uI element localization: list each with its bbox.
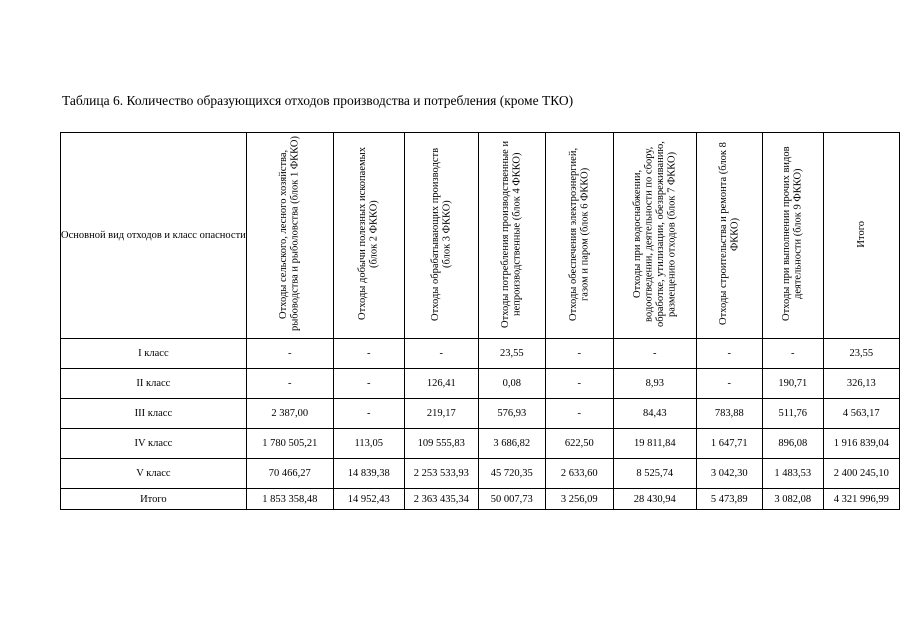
table-cell: 28 430,94 [613,489,696,510]
column-header-label: Отходы при водоснабжении, водоотведении, деятельности по сбору, обработке, утилизации, обезвреживанию, размещению отходов (блок 7 ФККО) [631,141,678,327]
table-cell: 0,08 [478,369,545,399]
row-label: V класс [61,459,247,489]
table-header-row [61,133,900,339]
column-header [333,133,404,339]
table-cell: - [404,339,478,369]
table-row [61,459,900,489]
table-cell: - [333,399,404,429]
column-header [545,133,613,339]
table-cell: 190,71 [762,369,823,399]
column-header-label: Отходы обеспечения электроэнергией, газом и паром (блок 6 ФККО) [567,147,591,321]
table-cell: - [246,369,333,399]
row-label: Итого [61,489,247,510]
table-cell: 1 780 505,21 [246,429,333,459]
table-cell: 8,93 [613,369,696,399]
table-cell: 50 007,73 [478,489,545,510]
column-header [762,133,823,339]
column-header [246,133,333,339]
column-header-label: Отходы строительства и ремонта (блок 8 ФККО) [717,142,741,326]
table-cell: 84,43 [613,399,696,429]
table-cell: 3 082,08 [762,489,823,510]
table-cell: 45 720,35 [478,459,545,489]
column-header [696,133,762,339]
table-row [61,369,900,399]
table-cell: 23,55 [478,339,545,369]
row-label: IV класс [61,429,247,459]
column-header [613,133,696,339]
table-cell: 896,08 [762,429,823,459]
table-cell: - [246,339,333,369]
table-cell: - [545,369,613,399]
table-row [61,339,900,369]
waste-table [60,132,900,510]
table-cell: 70 466,27 [246,459,333,489]
table-cell: 8 525,74 [613,459,696,489]
row-label: II класс [61,369,247,399]
table-cell-total: 23,55 [823,339,899,369]
table-cell: 14 839,38 [333,459,404,489]
table-cell: 1 853 358,48 [246,489,333,510]
table-cell: 3 042,30 [696,459,762,489]
table-cell: 511,76 [762,399,823,429]
column-header-label: Отходы сельского, лесного хозяйства, рыбоводства и рыболовства (блок 1 ФККО) [278,136,301,332]
table-cell: 2 387,00 [246,399,333,429]
table-cell: 1 647,71 [696,429,762,459]
table-row [61,429,900,459]
table-cell: 219,17 [404,399,478,429]
table-cell: 576,93 [478,399,545,429]
table-cell: 14 952,43 [333,489,404,510]
column-header [478,133,545,339]
table-row [61,399,900,429]
table-cell: 5 473,89 [696,489,762,510]
table-cell: 2 253 533,93 [404,459,478,489]
table-cell: 2 363 435,34 [404,489,478,510]
column-header-label: Итого [855,220,867,248]
table-cell: 19 811,84 [613,429,696,459]
table-cell: - [696,369,762,399]
table-cell: 126,41 [404,369,478,399]
corner-header: Основной вид отходов и класс опасности [61,133,247,339]
column-header-label: Отходы обрабатывающих производств (блок 3 ФККО) [429,147,453,321]
table-cell: 109 555,83 [404,429,478,459]
table-caption: Таблица 6. Количество образующихся отходов производства и потребления (кроме ТКО) [62,93,574,108]
row-label: I класс [61,339,247,369]
table-cell: 783,88 [696,399,762,429]
column-header-label: Отходы при выполнении прочих видов деятельности (блок 9 ФККО) [781,146,804,322]
table-cell-total: 326,13 [823,369,899,399]
table-cell-total: 1 916 839,04 [823,429,899,459]
column-header [404,133,478,339]
table-cell: 1 483,53 [762,459,823,489]
table-cell: 3 256,09 [545,489,613,510]
table-cell: - [545,339,613,369]
table-cell: 3 686,82 [478,429,545,459]
table-cell: - [762,339,823,369]
row-label: III класс [61,399,247,429]
table-cell: 113,05 [333,429,404,459]
column-header-total [823,133,899,339]
table-cell-total: 4 563,17 [823,399,899,429]
column-header-label: Отходы потребления производственные и непроизводственные (блок 4 ФККО) [500,140,523,328]
table-cell: 2 633,60 [545,459,613,489]
table-cell: 622,50 [545,429,613,459]
table-cell-total: 2 400 245,10 [823,459,899,489]
table-cell: - [333,369,404,399]
table-cell: - [696,339,762,369]
table-cell: - [333,339,404,369]
table-cell: - [613,339,696,369]
table-cell-total: 4 321 996,99 [823,489,899,510]
column-header-label: Отходы добычи полезных ископаемых (блок 2 ФККО) [357,147,380,321]
table-cell: - [545,399,613,429]
table-total-row [61,489,900,510]
